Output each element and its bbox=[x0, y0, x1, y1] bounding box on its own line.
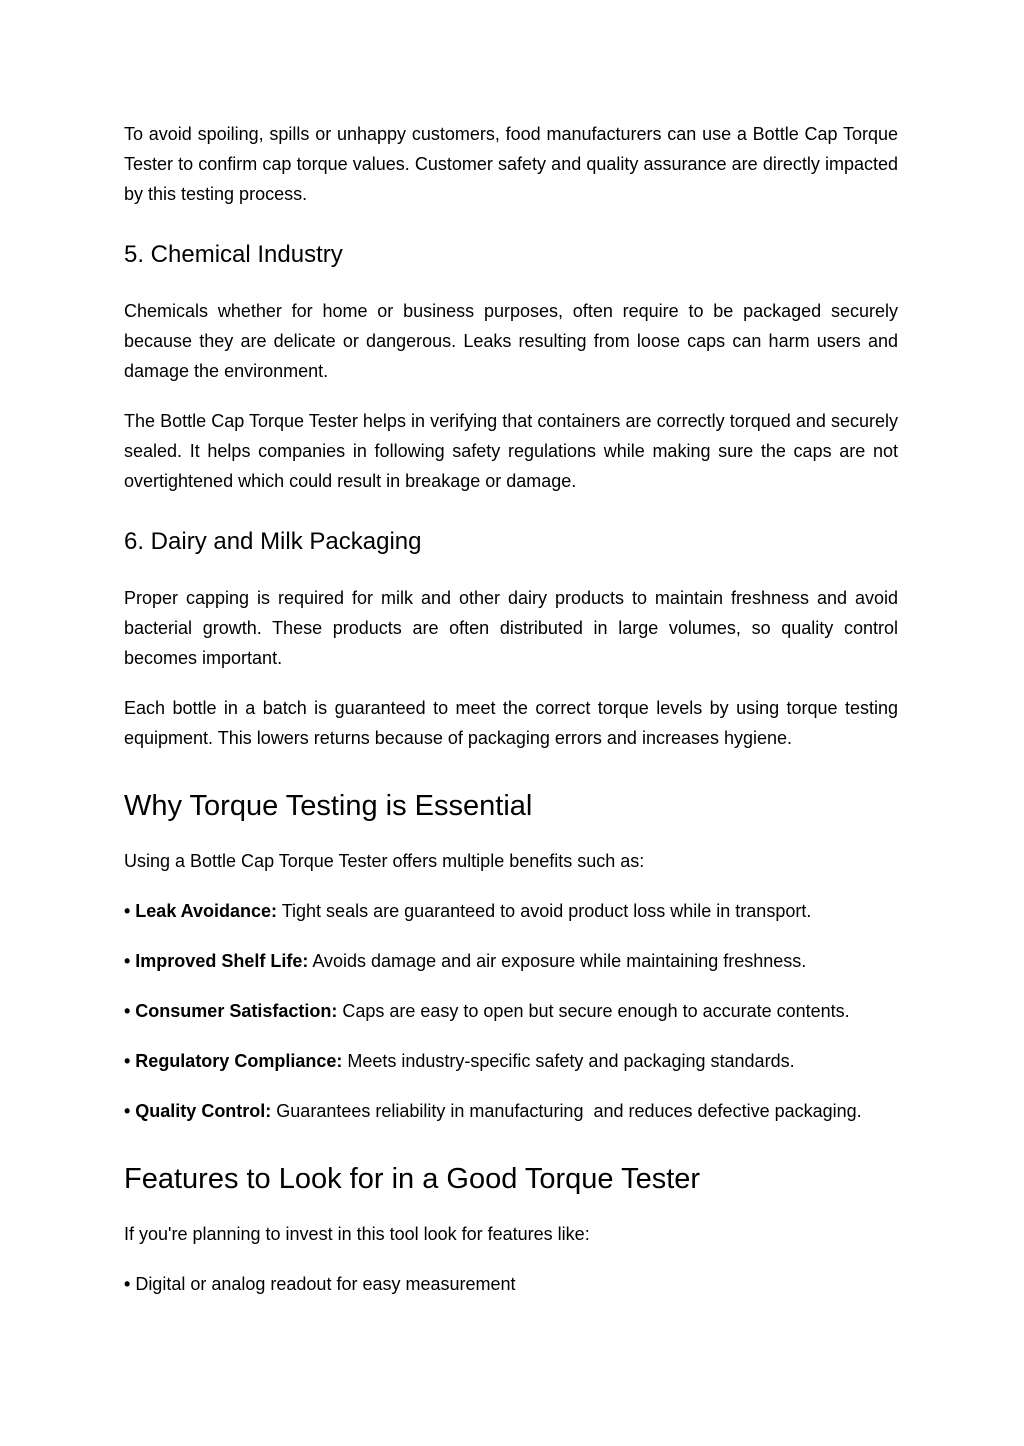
chemical-paragraph-1: Chemicals whether for home or business purposes, often require to be packaged securely because they are delicate or dangerous. Leaks resulting from loose caps can harm users and damage the environment. bbox=[124, 301, 898, 381]
benefit-item-consumer-satisfaction bbox=[124, 996, 898, 1026]
benefit-term: • Quality Control: bbox=[124, 1101, 272, 1121]
benefit-item-leak-avoidance bbox=[124, 896, 898, 926]
benefit-text: Tight seals are guaranteed to avoid product loss while in transport. bbox=[277, 901, 812, 921]
benefit-item-regulatory-compliance bbox=[124, 1046, 898, 1076]
benefit-text: Caps are easy to open but secure enough to accurate contents. bbox=[337, 1001, 850, 1021]
benefit-item-quality-control bbox=[124, 1096, 898, 1126]
features-heading: Features to Look for in a Good Torque Tester bbox=[124, 1163, 701, 1195]
benefit-text: Guarantees reliability in manufacturing and reduces defective packaging. bbox=[271, 1101, 862, 1121]
chemical-industry-heading: 5. Chemical Industry bbox=[124, 241, 343, 268]
benefit-term: • Improved Shelf Life: bbox=[124, 951, 309, 971]
feature-bullet-mark: • bbox=[124, 1274, 131, 1294]
why-torque-testing-heading: Why Torque Testing is Essential bbox=[124, 790, 533, 822]
features-intro-paragraph: If you're planning to invest in this tool look for features like: bbox=[124, 1224, 590, 1244]
benefit-item-shelf-life bbox=[124, 946, 898, 976]
why-intro-paragraph: Using a Bottle Cap Torque Tester offers multiple benefits such as: bbox=[124, 851, 645, 871]
benefit-term: • Consumer Satisfaction: bbox=[124, 1001, 338, 1021]
dairy-packaging-heading: 6. Dairy and Milk Packaging bbox=[124, 528, 422, 555]
feature-text: Digital or analog readout for easy measurement bbox=[130, 1274, 516, 1294]
intro-paragraph: To avoid spoiling, spills or unhappy customers, food manufacturers can use a Bottle Cap Torque Tester to confirm cap torque values. Customer safety and quality assurance are directly impacted by this testing process. bbox=[124, 124, 898, 204]
benefit-text: Meets industry-specific safety and packaging standards. bbox=[342, 1051, 795, 1071]
dairy-paragraph-2: Each bottle in a batch is guaranteed to meet the correct torque levels by using torque testing equipment. This lowers returns because of packaging errors and increases hygiene. bbox=[124, 698, 898, 748]
document-page bbox=[124, 119, 898, 1299]
benefit-term: • Leak Avoidance: bbox=[124, 901, 278, 921]
benefit-term: • Regulatory Compliance: bbox=[124, 1051, 343, 1071]
chemical-paragraph-2: The Bottle Cap Torque Tester helps in verifying that containers are correctly torqued and securely sealed. It helps companies in following safety regulations while making sure the caps are not overtightened which could result in breakage or damage. bbox=[124, 411, 898, 491]
dairy-paragraph-1: Proper capping is required for milk and other dairy products to maintain freshness and avoid bacterial growth. These products are often distributed in large volumes, so quality control becomes important. bbox=[124, 588, 898, 668]
benefit-text: Avoids damage and air exposure while maintaining freshness. bbox=[308, 951, 807, 971]
feature-item-readout bbox=[124, 1269, 898, 1299]
